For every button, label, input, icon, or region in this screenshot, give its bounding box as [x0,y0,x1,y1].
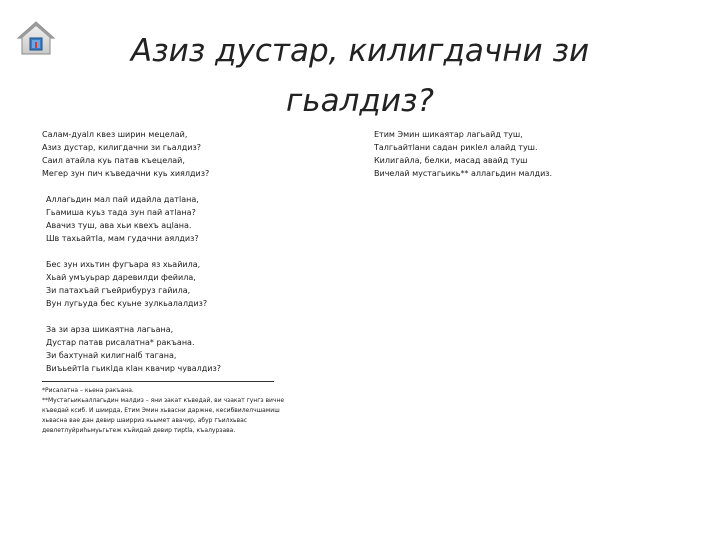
verse-line: Дустар патав рисалатна* ракъана. [46,338,195,347]
verse-line: Талгьайтlани садан рикlел алайд туш. [374,143,538,152]
verse-line: Вун лугьуда бес куьне зулкьалалдиз? [46,299,208,308]
page-title: Азиз дустар, килигдачни зи гьалдиз? [130,33,590,119]
verse-line: Килигайла, белки, масад авайд туш [374,156,528,165]
stanza-3 [42,258,362,310]
verse-line: Салам-дуаlл квез ширин мецелай, [42,130,188,139]
verse-line: Етим Эмин шикаятар лагьайд туш, [374,130,523,139]
stanza-1 [42,128,362,180]
verse-line: За зи арза шикаятна лагьана, [46,325,174,334]
verse-line: Мегер зун пич къведачни куь хиялдиз? [42,169,210,178]
verse-line: Вичелай мустагьикь** аллагьдин малдиз. [374,169,553,178]
footnote: **Мустагьикьаллагьдин малдиз – яни закат къведай, ви чзакат гунгз вичне къведай ксиб. И шиирда, Етим Эмин хьвасни даржне, кесибвилелчшамиш хьвасна вае дан девир шаирриз кьымет авачир, абур гъилхьвас девлетлуйриhьмуьгьтеж къйидай девир тирtla, къалурзава. [42,397,285,434]
verse-line: ВиъьейтIа гьикlда кlан квачир чувалдиз? [46,364,221,373]
verse-line: Зи бахтунай килигнаlб тагана, [46,351,177,360]
verse-line: Гьамиша куьз тада зун пай атlана? [46,208,196,217]
poem-right-column [374,128,674,193]
verse-line: Аллагьдин мал пай идайла датlана, [46,195,199,204]
verse-line: Саил атайла куь патав къецелай, [42,156,185,165]
stanza-4 [42,323,362,375]
poem-left-column [42,128,362,436]
verse-line: Зи патахъай гъейрибуруз гайила, [46,286,191,295]
verse-line: Авачиз туш, ава хьи квехъ ацlана. [46,221,192,230]
home-icon[interactable] [16,20,56,56]
verse-line: Хьай умъуьрар даревилди фейила, [46,273,196,282]
footnote-divider [42,375,274,382]
stanza-2 [42,193,362,245]
verse-line: Азиз дустар, килигдачни зи гьалдиз? [42,143,201,152]
verse-line: Шв тахьайтIа, мам гудачни аялдиз? [46,234,199,243]
footnotes [42,386,292,436]
footnote: *Рисалатна – кьена ракъана. [42,387,134,394]
stanza-5 [374,128,674,180]
verse-line: Бес зун ихьтин фугъара яз хьайила, [46,260,201,269]
